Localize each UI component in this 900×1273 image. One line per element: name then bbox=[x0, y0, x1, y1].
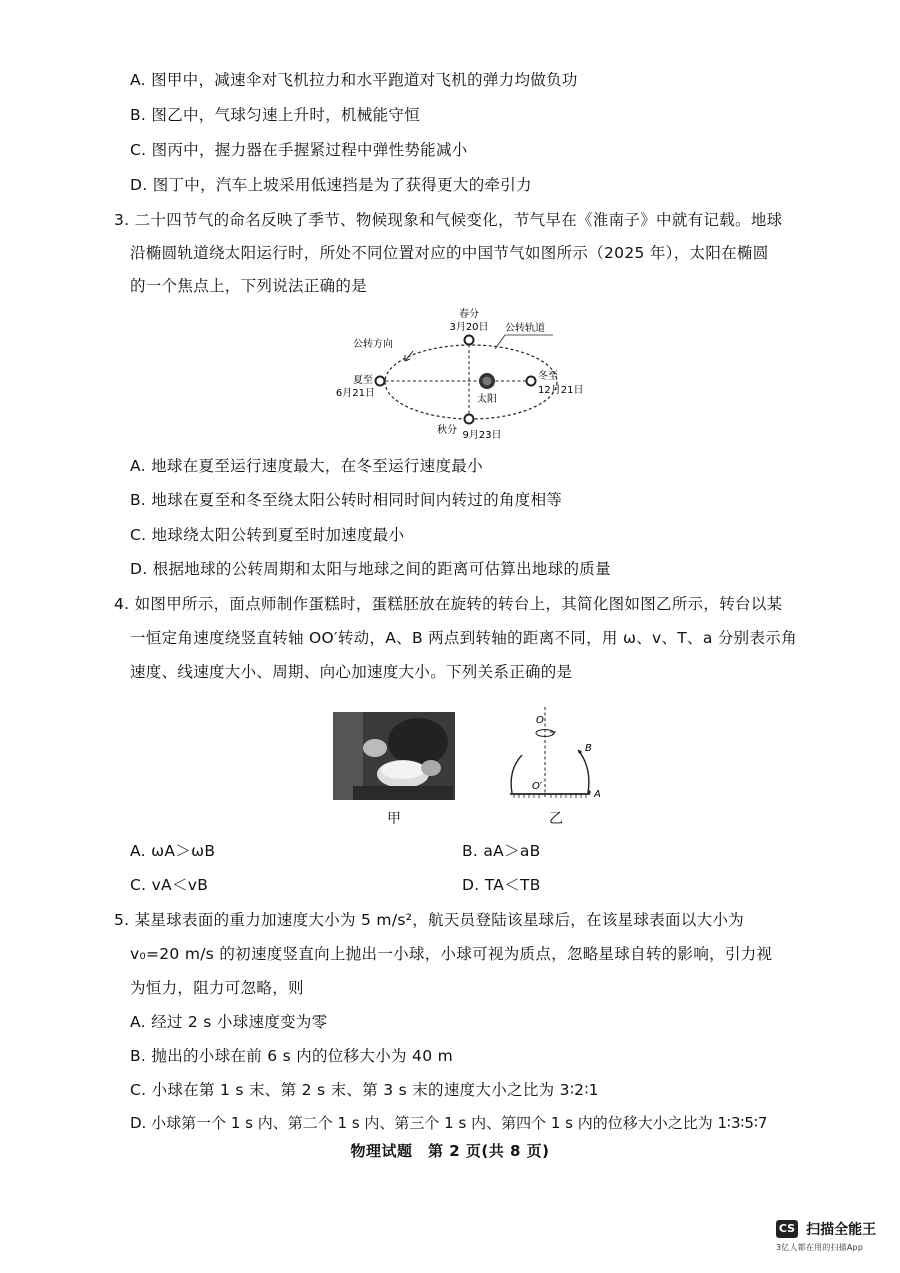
label-spring: 春分 bbox=[459, 309, 479, 320]
q5-stem-line-2: v₀=20 m/s 的初速度竖直向上抛出一小球，小球可视为质点，忽略星球自转的影响，引力视 bbox=[130, 945, 773, 963]
q3-option-d: D. 根据地球的公转周期和太阳与地球之间的距离可估算出地球的质量 bbox=[130, 560, 611, 578]
label-a: A bbox=[594, 789, 601, 800]
label-winter-date: 12月21日 bbox=[538, 385, 584, 396]
point-b bbox=[578, 750, 581, 753]
point-a bbox=[587, 790, 590, 793]
q2-option-c: C. 图丙中，握力器在手握紧过程中弹性势能减小 bbox=[130, 141, 468, 159]
label-summer-date: 6月21日 bbox=[335, 388, 375, 399]
q2-option-a: A. 图甲中，减速伞对飞机拉力和水平跑道对飞机的弹力均做负功 bbox=[130, 71, 578, 89]
q4-option-a: A. ωA＞ωB bbox=[130, 842, 216, 860]
q2-option-d: D. 图丁中，汽车上坡采用低速挡是为了获得更大的牵引力 bbox=[130, 176, 532, 194]
earth-spring-icon bbox=[465, 336, 474, 345]
page-footer: 物理试题 第 2 页(共 8 页) bbox=[350, 1142, 550, 1160]
q4-stem-line-1: 4. 如图甲所示，面点师制作蛋糕时，蛋糕胚放在旋转的转台上，其简化图如图乙所示，转台以某 bbox=[114, 595, 783, 613]
q4-option-c: C. vA＜vB bbox=[130, 876, 209, 894]
label-sun: 太阳 bbox=[477, 394, 497, 405]
label-orbit: 公转轨道 bbox=[505, 323, 545, 334]
q5-option-b: B. 抛出的小球在前 6 s 内的位移大小为 40 m bbox=[130, 1047, 453, 1065]
q4-diagram-yi bbox=[500, 705, 620, 805]
q5-stem-line-1: 5. 某星球表面的重力加速度大小为 5 m/s²，航天员登陆该星球后，在该星球表面以大小为 bbox=[114, 911, 745, 929]
q3-orbit-diagram bbox=[335, 305, 595, 445]
q3-option-c: C. 地球绕太阳公转到夏至时加速度最小 bbox=[130, 526, 405, 544]
label-b: B bbox=[585, 743, 592, 754]
q3-option-b: B. 地球在夏至和冬至绕太阳公转时相同时间内转过的角度相等 bbox=[130, 491, 563, 509]
watermark-title: 扫描全能王 bbox=[806, 1221, 877, 1238]
label-autumn-date: 9月23日 bbox=[462, 430, 502, 441]
q4-stem-line-3: 速度、线速度大小、周期、向心加速度大小。下列关系正确的是 bbox=[130, 663, 573, 681]
q2-option-b: B. 图乙中，气球匀速上升时，机械能守恒 bbox=[130, 106, 420, 124]
q4-option-d: D. TA＜TB bbox=[462, 876, 541, 894]
label-direction: 公转方向 bbox=[353, 339, 393, 350]
q3-stem-line-3: 的一个焦点上，下列说法正确的是 bbox=[130, 277, 368, 295]
q4-stem-line-2: 一恒定角速度绕竖直转轴 OO′转动，A、B 两点到转轴的距离不同，用 ω、v、T、a 分别表示角 bbox=[130, 629, 797, 647]
label-o-prime: O′ bbox=[532, 781, 543, 792]
caption-yi: 乙 bbox=[549, 811, 563, 827]
scanner-logo-icon: CS bbox=[776, 1220, 798, 1238]
scanner-watermark bbox=[776, 1218, 896, 1253]
q4-photo-jia bbox=[333, 712, 455, 800]
q3-option-a: A. 地球在夏至运行速度最大，在冬至运行速度最小 bbox=[130, 457, 483, 475]
label-summer: 夏至 bbox=[353, 375, 373, 386]
q3-stem-line-1: 3. 二十四节气的命名反映了季节、物候现象和气候变化，节气早在《淮南子》中就有记载。地球 bbox=[114, 211, 783, 229]
q5-option-d: D. 小球第一个 1 s 内、第二个 1 s 内、第三个 1 s 内、第四个 1 s 内的位移大小之比为 1∶3∶5∶7 bbox=[130, 1114, 768, 1132]
cake-right-side bbox=[578, 750, 589, 793]
caption-jia: 甲 bbox=[387, 811, 401, 827]
earth-summer-icon bbox=[376, 377, 385, 386]
q3-stem-line-2: 沿椭圆轨道绕太阳运行时，所处不同位置对应的中国节气如图所示（2025 年），太阳在椭圆 bbox=[130, 244, 769, 262]
q4-option-b: B. aA＞aB bbox=[462, 842, 541, 860]
earth-winter-icon bbox=[527, 377, 536, 386]
q5-option-c: C. 小球在第 1 s 末、第 2 s 末、第 3 s 末的速度大小之比为 3∶2∶1 bbox=[130, 1081, 599, 1099]
earth-autumn-icon bbox=[465, 415, 474, 424]
watermark-subtitle: 3亿人都在用的扫描App bbox=[776, 1242, 864, 1252]
q5-stem-line-3: 为恒力，阻力可忽略，则 bbox=[130, 979, 304, 997]
cake-left-side bbox=[511, 755, 522, 793]
label-autumn: 秋分 bbox=[437, 425, 457, 436]
label-winter: 冬至 bbox=[538, 371, 558, 382]
label-spring-date: 3月20日 bbox=[449, 322, 489, 333]
label-o: O bbox=[536, 715, 544, 726]
q5-option-a: A. 经过 2 s 小球速度变为零 bbox=[130, 1013, 328, 1031]
